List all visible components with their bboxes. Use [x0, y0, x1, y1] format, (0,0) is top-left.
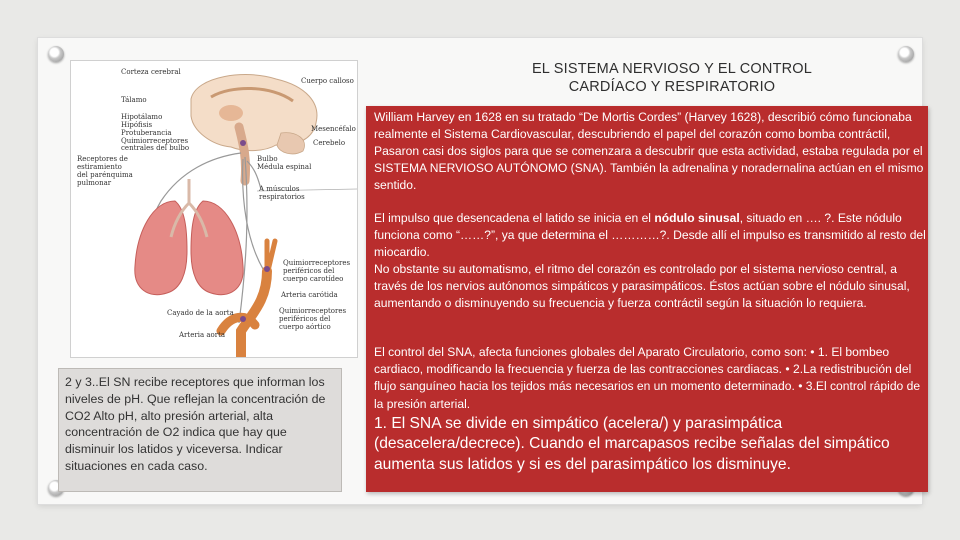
label-hipotalamo: Hipotálamo — [121, 113, 163, 121]
label-quimio-perif-1: Quimiorreceptores — [283, 259, 351, 267]
label-medula: Médula espinal — [257, 163, 312, 171]
pin-top-right-icon — [898, 46, 914, 62]
label-cerebelo: Cerebelo — [313, 139, 346, 147]
anatomy-illustration — [71, 61, 357, 357]
label-arteria-carotida: Arteria carótida — [281, 291, 338, 299]
label-musculos-2: respiratorios — [259, 193, 305, 201]
slide-title — [492, 60, 852, 96]
label-receptores-3: del parénquima — [77, 171, 133, 179]
paragraph-nodulo-b: , situado en …. ?. Este nódulo funciona como “……?”, ya que determina el …………?. Desde allí el impulso es transmitido al resto del miocardio. — [374, 211, 926, 259]
label-receptores-4: pulmonar — [77, 179, 112, 187]
title-line-1: EL SISTEMA NERVIOSO Y EL CONTROL — [531, 61, 813, 77]
paragraph-simpatico: 1. El SNA se divide en simpático (acelera/) y parasimpática (desacelera/decrece). Cuando el marcapasos recibe señalas del simpático aumenta sus latidos y si es del parasimpático los disminuye. — [374, 415, 890, 473]
label-quimio-centrales-1: Quimiorreceptores — [121, 137, 189, 145]
anatomy-figure — [70, 60, 358, 358]
thalamus-shape — [219, 105, 243, 121]
aortic-chemoreceptor-dot — [240, 316, 246, 322]
label-cuerpo-calloso: Cuerpo calloso — [301, 77, 354, 85]
label-musculos-1: A músculos — [259, 185, 300, 193]
label-receptores-1: Receptores de — [77, 155, 128, 163]
label-talamo: Tálamo — [121, 96, 147, 104]
carotid-chemoreceptor-dot — [264, 266, 270, 272]
central-chemoreceptor-dot — [240, 140, 246, 146]
note-box — [58, 368, 342, 492]
paragraph-nodulo — [374, 210, 926, 311]
label-quimio-perif-3: cuerpo carotídeo — [283, 275, 344, 283]
label-arteria-aorta: Arteria aorta — [179, 331, 226, 339]
label-quimio-aorta-1: Quimiorreceptores — [279, 307, 347, 315]
paragraph-automatismo: No obstante su automatismo, el ritmo del corazón es controlado por el sistema nervioso central, a través de los nervios autónomos simpáticos y parasimpáticos. Éstos actúan sobre el nódulo sinusal, aumentando o disminuyendo su frecuencia y fuerza contráctil según la situación lo requiera. — [374, 261, 910, 310]
label-quimio-aorta-2: periféricos del — [279, 315, 331, 323]
paragraph-control-sna: El control del SNA, afecta funciones globales del Aparato Circulatorio, como son: • 1. El bombeo cardiaco, modificando la frecuencia y fuerza de las contracciones cardiacas. • 2.La redistribución del flujo sanguíneo hacia los tejidos más necesarios en un momento determinado. • 3.El control rápido de la presión arterial. — [374, 345, 921, 411]
label-receptores-2: estiramiento — [77, 163, 122, 171]
label-quimio-perif-2: periféricos del — [283, 267, 335, 275]
label-bulbo: Bulbo — [257, 155, 278, 163]
label-protuberancia: Protuberancia — [121, 129, 172, 137]
pin-top-left-icon — [48, 46, 64, 62]
nodulo-sinusal-term: nódulo sinusal — [654, 211, 740, 225]
paragraph-harvey: William Harvey en 1628 en su tratado “De Mortis Cordes” (Harvey 1628), describió cómo funcionaba realmente el Sistema Cardiovascular, descubriendo el papel del corazón como bomba contráctil, Pasaron casi dos siglos para que se comenzara a descubrir que esta actividad, estaba regulada por el SISTEMA NERVIOSO AUTÓNOMO (SNA). También la adrenalina y noradernalina actúan en el mismo sentido. — [374, 110, 924, 192]
label-cayado: Cayado de la aorta — [167, 309, 234, 317]
label-corteza: Corteza cerebral — [121, 68, 181, 76]
note-text: 2 y 3..El SN recibe receptores que informan los niveles de pH. Que reflejan la concentración de CO2 Alto pH, alto presión arterial, alta concentración de O2 indica que hay que disminuir los latidos y viceversa. Indicar situaciones en cada caso. — [65, 375, 326, 473]
label-mesencefalo: Mesencéfalo — [311, 125, 356, 133]
label-quimio-centrales-2: centrales del bulbo — [121, 144, 190, 152]
label-quimio-aorta-3: cuerpo aórtico — [279, 323, 331, 331]
title-line-2: CARDÍACO Y RESPIRATORIO — [568, 79, 776, 95]
paragraph-nodulo-a: El impulso que desencadena el latido se inicia en el — [374, 211, 655, 225]
label-hipofisis: Hipófisis — [121, 121, 153, 129]
